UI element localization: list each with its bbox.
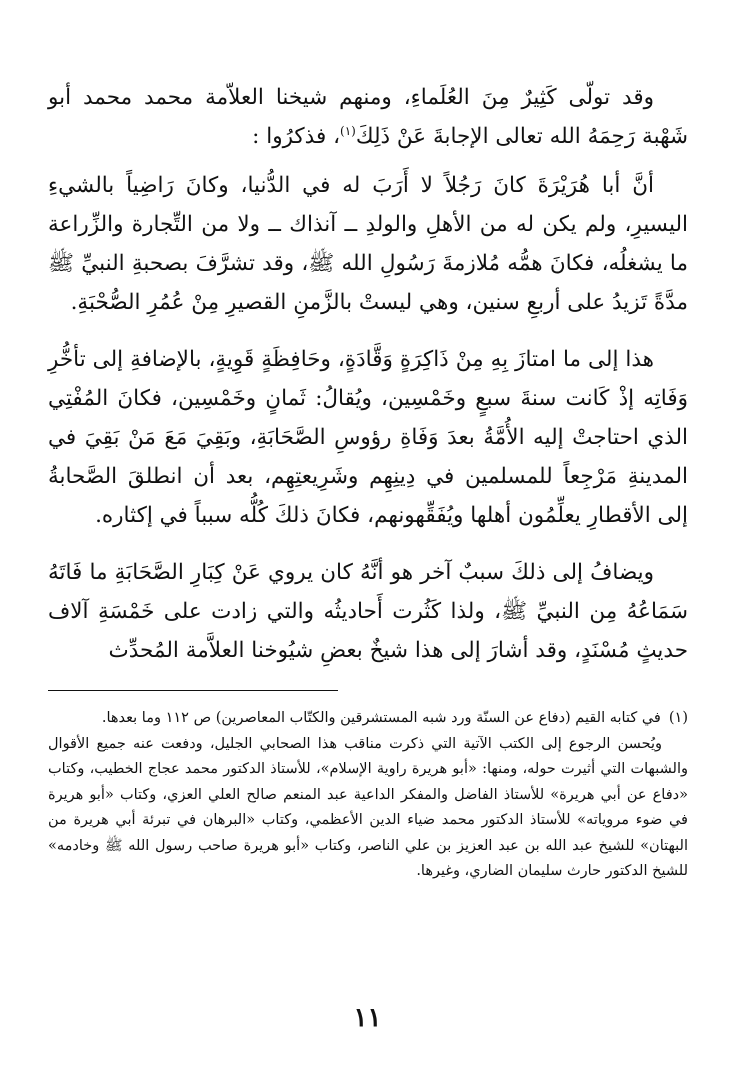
paragraph-1-text: وقد تولّى كَثِيرٌ مِنَ العُلَماءِ، ومنهم شيخنا العلاّمة محمد محمد أبو شَهْبة رَحِمَهُ الله تعالى الإجابةَ عَنْ ذَلِكَ bbox=[48, 85, 688, 149]
paragraph-2: أنَّ أبا هُرَيْرَةَ كانَ رَجُلاً لا أَرَبَ له في الدُّنيا، وكانَ رَاضِياً بالشيءِ اليسيرِ، ولم يكن له من الأهلِ والولدِ ــ آنذاك ــ ولا من التِّجارة والزِّراعة ما يشغلُه، فكانَ همُّه مُلازمةَ رَسُولِ الله ﷺ، وقد تشرَّفَ بصحبةِ النبيِّ ﷺ مدَّةً تَزيدُ على أربعِ سنين، وهي ليستْ بالزَّمنِ القصيرِ مِنْ عُمُرِ الصُّحْبَةِ. bbox=[48, 173, 688, 315]
footnote-1-text: في كتابه القيم (دفاع عن السنّة ورد شبه المستشرقين والكتّاب المعاصرين) ص ١١٢ وما بعدها. bbox=[101, 710, 661, 726]
paragraph-1-tail: ، فذكرُوا : bbox=[252, 124, 341, 149]
footnote-number: (١) bbox=[668, 710, 688, 726]
paragraph-3: هذا إلى ما امتازَ بِهِ مِنْ ذَاكِرَةٍ وَقَّادَةٍ، وحَافِظَةٍ قَوِيةٍ، بالإضافةِ إلى تأخُّرِ وَفَاتِه إذْ كَانت سنةَ سبعٍ وخَمْسِين، ويُقالُ: ثَمانٍ وخَمْسِين، فكانَ المُفْتِي الذي احتاجتْ إليه الأُمَّةُ بعدَ وَفَاةِ رؤوسِ الصَّحَابَةِ، وبَقِيَ مَعَ مَنْ بَقِيَ في المدينةِ مَرْجِعاً للمسلمين في دِينِهِم وشَرِيعتِهِم، بعد أن انطلقَ الصَّحابةُ إلى الأقطارِ يعلِّمُون أهلها ويُفَقِّهونهم، فكانَ ذلكَ كُلُّه سبباً في إكثاره. bbox=[48, 347, 688, 528]
footnote-1 bbox=[48, 706, 688, 732]
footnote-separator bbox=[48, 690, 338, 691]
main-text bbox=[48, 78, 688, 670]
footnote-1-continuation: ويُحسن الرجوع إلى الكتب الآتية التي ذكرت مناقب هذا الصحابي الجليل، ودفعت عنه جميع الأقوال والشبهات التي أثيرت حوله، ومنها: «أبو هريرة راوية الإسلام»، للأستاذ الدكتور محمد عجاج الخطيب، وكتاب «دفاع عن أبي هريرة» للأستاذ الفاضل والمفكر الداعية عبد المنعم صالح العلي العزي، وكتاب «أبو هريرة في ضوء مروياته» للأستاذ الدكتور محمد ضياء الدين الأعظمي، وكتاب «البرهان في تبرئة أبي هريرة من البهتان» للشيخ عبد الله بن عبد العزيز بن علي الناصر، وكتاب «أبو هريرة صاحب رسول الله ﷺ وخادمه» للشيخ الدكتور حارث سليمان الضاري، وغيرها. bbox=[48, 735, 688, 879]
footnote-reference: (١) bbox=[340, 123, 356, 138]
footnotes bbox=[48, 706, 688, 885]
paragraph-4: ويضافُ إلى ذلكَ سببٌ آخر هو أنَّهُ كان يروي عَنْ كِبَارِ الصَّحَابَةِ ما فَاتَهُ سَمَاعُهُ مِن النبيِّ ﷺ، ولذا كَثُرت أَحاديثُه والتي زادت على خَمْسَةِ آلاف حديثٍ مُسْنَدٍ، وقد أشارَ إلى هذا شيخٌ بعضِ شيُوخنا العلاَّمة المُحدِّث bbox=[48, 560, 688, 663]
page-number: ١١ bbox=[353, 1003, 382, 1033]
paragraph-1 bbox=[48, 78, 688, 156]
